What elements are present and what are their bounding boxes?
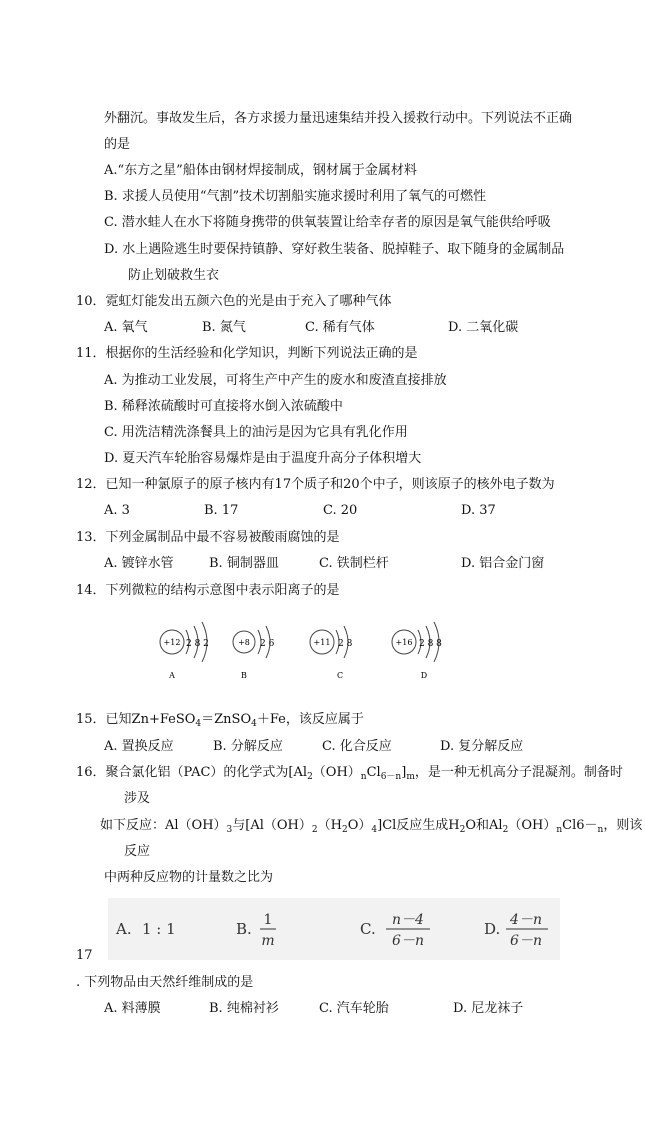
fraction-denominator: 6－n: [510, 933, 542, 949]
q16-text: ，是一种无机高分子混凝剂。制备时: [414, 765, 623, 780]
q9-option-b: B. 求援人员使用“气割”技术切割船实施求援时利用了氧气的可燃性: [104, 189, 487, 204]
q12-option-b: B. 17: [204, 503, 239, 518]
q15-stem: [76, 712, 364, 728]
choice-label: D.: [484, 920, 501, 938]
q14-stem: 14．下列微粒的结构示意图中表示阳离子的是: [76, 583, 340, 598]
electron-counts: 2 8 2: [186, 639, 209, 649]
q13-option-b: B. 铜制器皿: [209, 556, 279, 571]
q17-options: [104, 1001, 534, 1017]
q16-choice-c: [360, 912, 430, 949]
choice-label: C.: [360, 920, 376, 938]
q17-stem: . 下列物品由天然纤维制成的是: [76, 975, 254, 990]
q10-option-c: C. 稀有气体: [305, 320, 375, 335]
q11-option-b: B. 稀释浓硫酸时可直接将水倒入浓硫酸中: [104, 399, 343, 414]
q16-stem-line1: [76, 765, 623, 781]
q12-option-a: A. 3: [104, 503, 130, 518]
q16-text: （OH）: [312, 765, 361, 780]
q12-stem: 12．已知一种氯原子的原子核内有17个质子和20个中子，则该原子的核外电子数为: [76, 477, 555, 492]
q13-option-d: D. 铝合金门窗: [461, 556, 545, 571]
q10-stem: 10．霓虹灯能发出五颜六色的光是由于充入了哪种气体: [76, 294, 392, 309]
q15-option-a: A. 置换反应: [104, 739, 174, 754]
subscript: 6－n: [380, 772, 402, 782]
q16-text: （H: [317, 818, 342, 833]
atom-diagram-c: [310, 626, 353, 680]
atomic-structure-diagrams: [146, 612, 478, 684]
nucleus-charge: +8: [238, 638, 250, 647]
q16-text: O和Al: [465, 818, 503, 833]
q13-option-a: A. 镀锌水管: [104, 556, 174, 571]
q17-option-b: B. 纯棉衬衫: [209, 1001, 279, 1016]
q16-text: ，则该: [603, 818, 643, 833]
subscript: n: [597, 825, 604, 835]
q13-option-c: C. 铁制栏杆: [319, 556, 389, 571]
q11-stem: 11．根据你的生活经验和化学知识，判断下列说法正确的是: [76, 346, 418, 361]
fraction-numerator: 4－n: [510, 912, 542, 928]
q17-number: 17: [76, 948, 93, 963]
nucleus-charge: +16: [395, 638, 413, 647]
fraction-numerator: n－4: [392, 912, 424, 928]
diagram-label: A: [169, 671, 175, 680]
q12-option-c: C. 20: [323, 503, 358, 518]
nucleus-charge: +12: [163, 638, 181, 647]
q11-option-a: A. 为推动工业发展，可将生产中产生的废水和废渣直接排放: [104, 373, 447, 388]
q17-option-d: D. 尼龙袜子: [453, 1001, 524, 1016]
q9-stem-line1: 外翻沉。事故发生后，各方求援力量迅速集结并投入援救行动中。下列说法不正确: [104, 111, 573, 126]
q9-option-d-cont: 防止划破救生衣: [128, 268, 220, 283]
q9-option-a: A.“东方之星”船体由钢材焊接制成，钢材属于金属材料: [104, 163, 417, 178]
q15-option-d: D. 复分解反应: [440, 739, 524, 754]
subscript: m: [406, 772, 415, 782]
atom-diagram-a: [160, 622, 209, 680]
q15-option-b: B. 分解反应: [213, 739, 283, 754]
choice-value: 1 : 1: [142, 920, 176, 938]
q16-text: 如下反应：Al（OH）: [100, 818, 227, 833]
q11-option-d: D. 夏天汽车轮胎容易爆炸是由于温度升高分子体积增大: [104, 451, 422, 466]
subscript: 2: [459, 825, 466, 835]
nucleus-charge: +11: [313, 638, 331, 647]
q16-text: O）: [347, 818, 372, 833]
q16-text: ]Cl反应生成H: [377, 818, 460, 833]
q10-option-b: B. 氮气: [202, 320, 246, 335]
q15-text: 15．已知Zn+FeSO: [76, 712, 196, 727]
diagram-label: B: [241, 671, 247, 680]
q17-option-c: C. 汽车轮胎: [319, 1001, 389, 1016]
subscript: 4: [195, 719, 202, 729]
q16-answer-choices: [108, 898, 560, 960]
q16-text: （OH）: [508, 818, 557, 833]
electron-counts: 2 8 8: [419, 639, 442, 649]
subscript: 2: [307, 772, 313, 782]
choice-label: A.: [116, 920, 132, 938]
subscript: 3: [226, 825, 233, 835]
q15-options: [104, 739, 564, 755]
q13-stem: 13．下列金属制品中最不容易被酸雨腐蚀的是: [76, 530, 340, 545]
q12-option-d: D. 37: [461, 503, 496, 518]
fraction-denominator: 6－n: [392, 933, 424, 949]
q15-text: ＝ZnSO: [201, 712, 252, 727]
q11-option-c: C. 用洗洁精洗涤餐具上的油污是因为它具有乳化作用: [104, 425, 408, 440]
diagram-label: D: [420, 671, 428, 680]
q16-choice-d: [484, 912, 548, 949]
q10-option-d: D. 二氧化碳: [448, 320, 519, 335]
subscript: n: [556, 825, 563, 835]
q16-text: 16．聚合氯化铝（PAC）的化学式为[Al: [76, 765, 308, 780]
subscript: 4: [251, 719, 257, 729]
subscript: 2: [341, 825, 348, 835]
q9-option-d: D. 水上遇险逃生时要保持镇静、穿好救生装备、脱掉鞋子、取下随身的金属制品: [104, 242, 565, 257]
q12-options: [104, 503, 524, 519]
q10-options: [104, 320, 564, 336]
q16-choice-b: [236, 912, 276, 949]
q17-option-a: A. 料薄膜: [104, 1001, 161, 1016]
q13-options: [104, 556, 564, 572]
electron-counts: 2 6: [260, 639, 275, 649]
q16-text: 与[Al（OH）: [232, 818, 312, 833]
q15-text: ＋Fe，该反应属于: [256, 712, 364, 727]
q16-text: ]: [401, 765, 407, 780]
q9-option-c: C. 潜水蛙人在水下将随身携带的供氧装置让给幸存者的原因是氧气能供给呼吸: [104, 215, 551, 230]
fraction-numerator: 1: [263, 912, 273, 928]
q16-text: Cl6－: [562, 818, 598, 833]
choice-label: B.: [236, 920, 252, 938]
q15-option-c: C. 化合反应: [322, 739, 392, 754]
subscript: n: [360, 772, 367, 782]
q10-option-a: A. 氧气: [104, 320, 148, 335]
electron-counts: 2 8: [338, 639, 353, 649]
atom-diagram-d: [392, 622, 442, 680]
q9-stem-line2: 的是: [104, 137, 131, 152]
diagram-label: C: [336, 671, 344, 680]
subscript: 4: [371, 825, 378, 835]
subscript: 2: [502, 825, 509, 835]
q16-choice-a: [115, 920, 176, 938]
q16-text: Cl: [366, 765, 381, 780]
q16-stem-line3: [100, 818, 642, 834]
atom-diagram-b: [233, 626, 275, 680]
subscript: 2: [311, 825, 318, 835]
q16-stem-line2: 涉及: [124, 791, 151, 806]
q16-stem-line5: 中两种反应物的计量数之比为: [104, 870, 274, 885]
q16-stem-line4: 反应: [124, 844, 151, 859]
fraction-denominator: m: [261, 933, 275, 949]
